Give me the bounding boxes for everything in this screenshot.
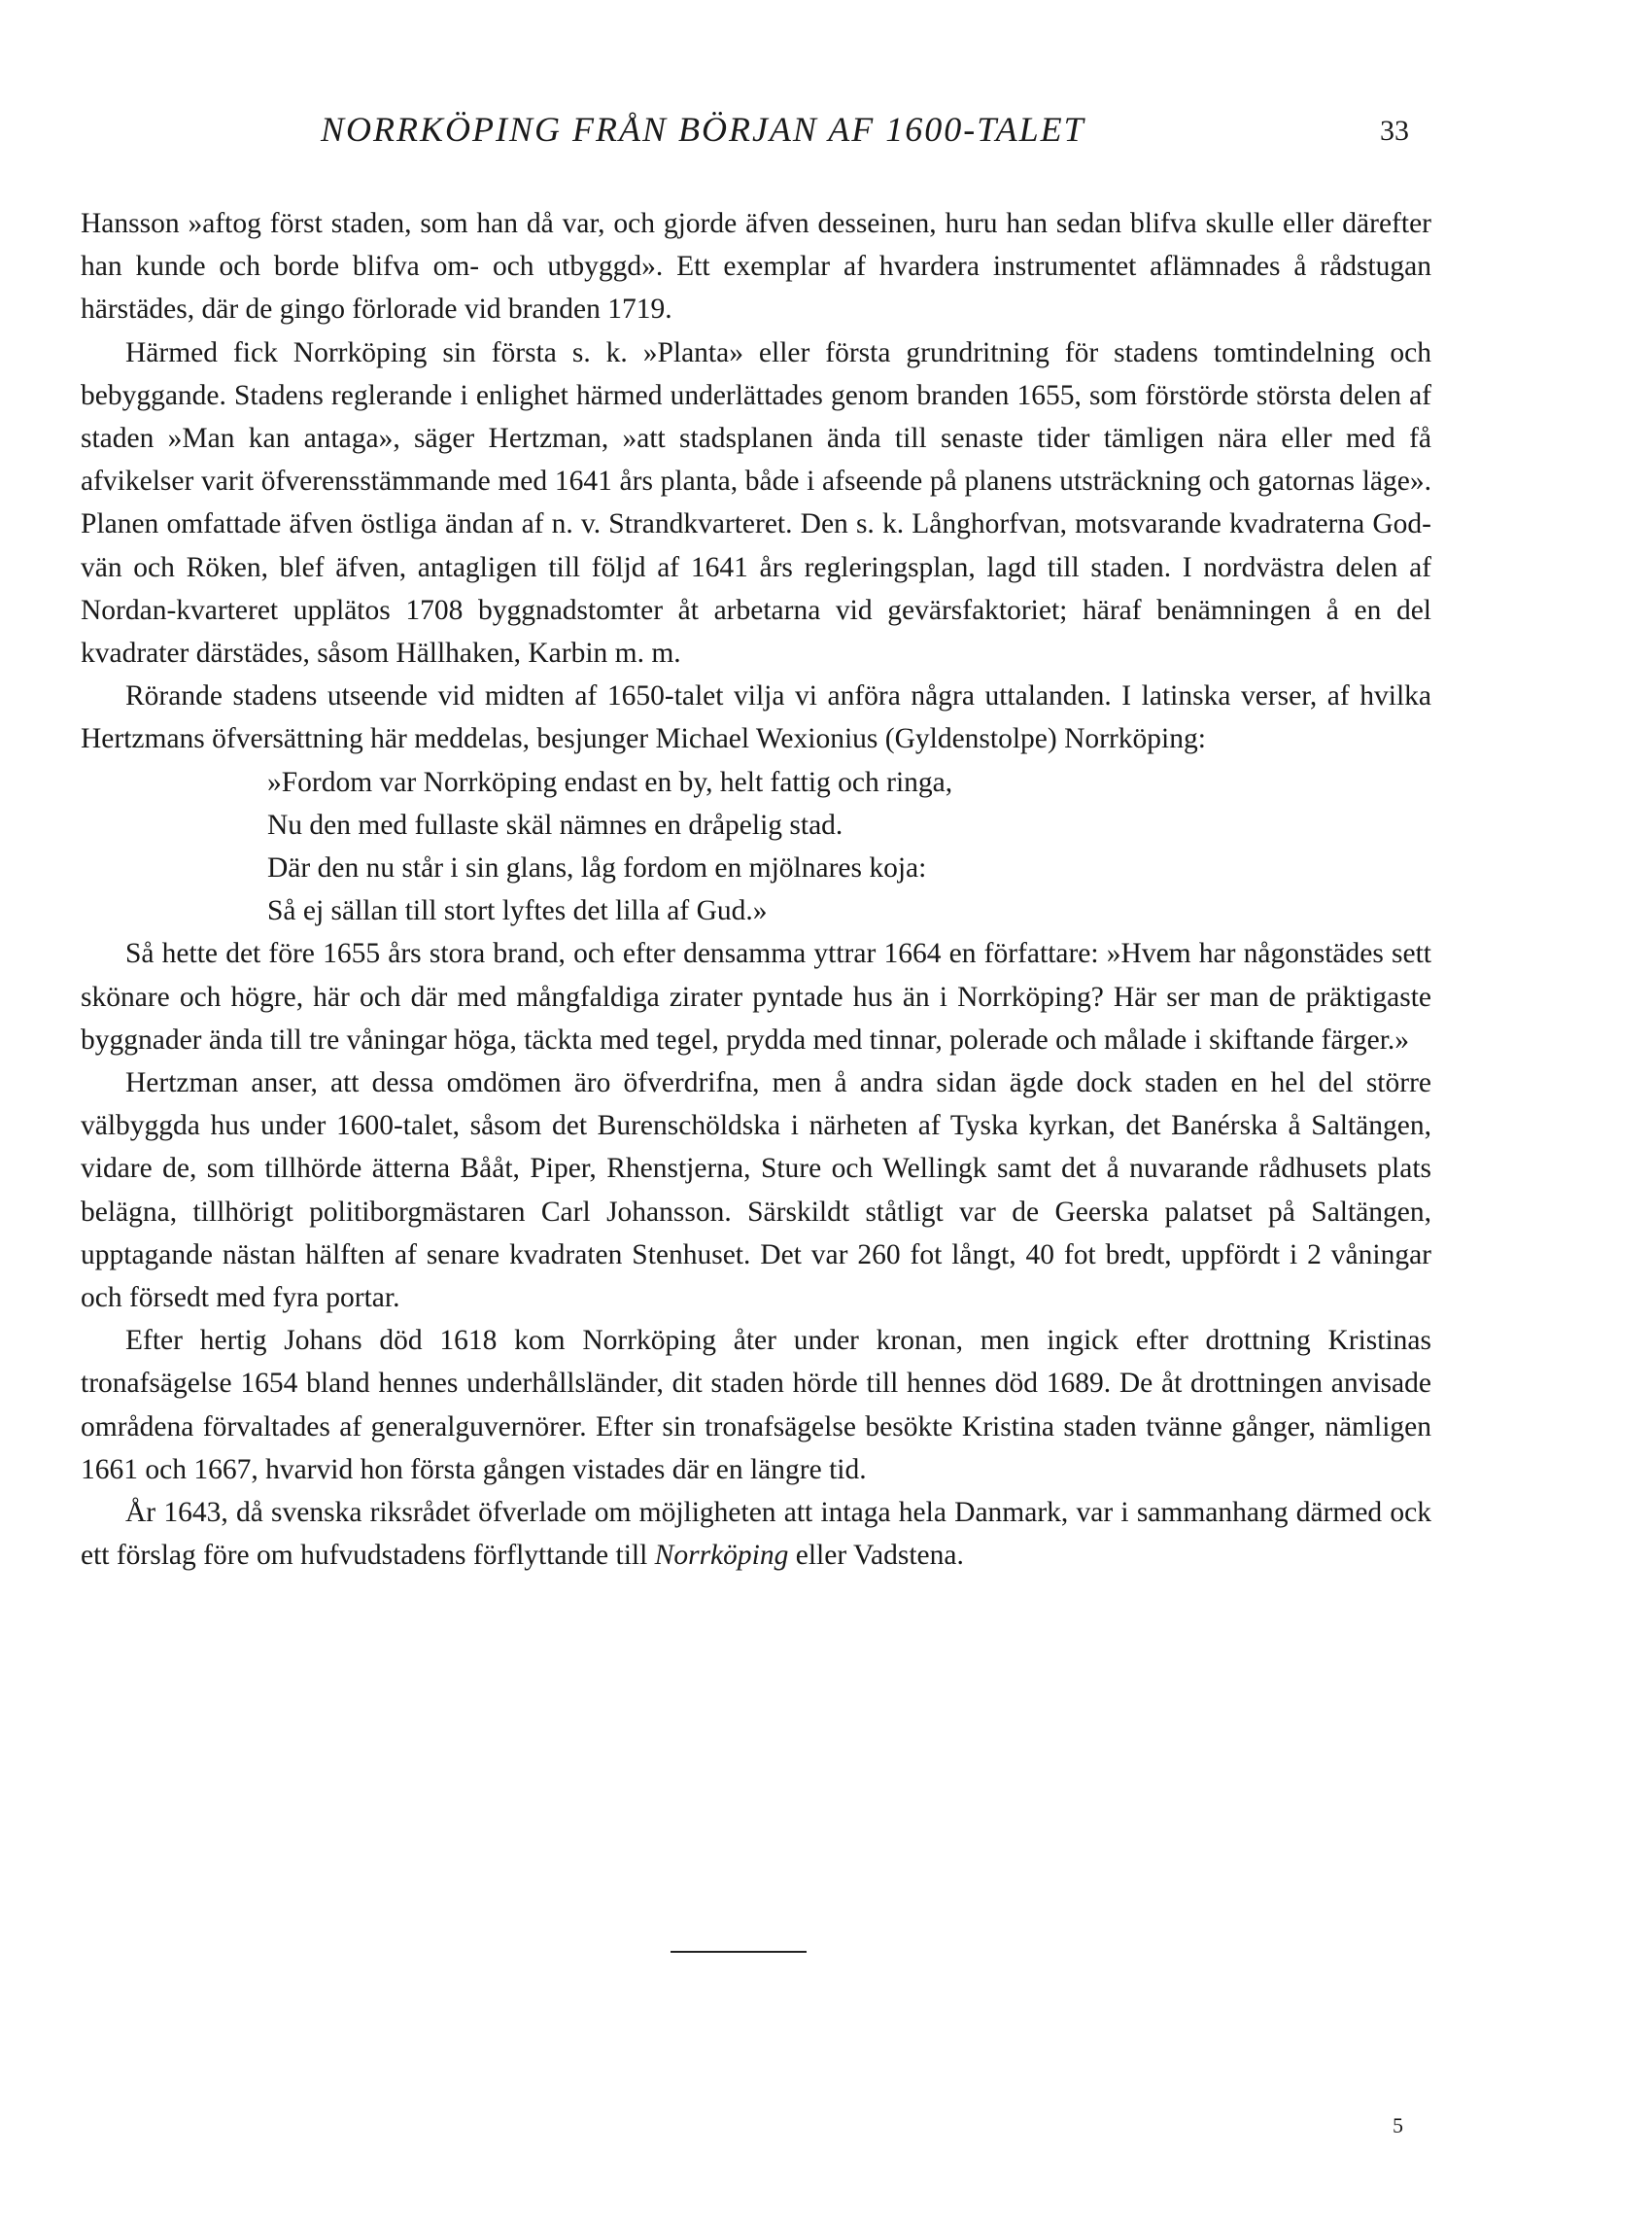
paragraph-4: Så hette det före 1655 års stora brand, och efter densamma yttrar 1664 en författare: »Hvem har någonstädes sett skönare och högre, här och där med mångfaldiga zirater pyntade hus än i Norrköping? Här ser man de präktigaste byggnader ända till tre våningar höga, täckta med tegel, prydda med tinnar, polerade och målade i skiftande färger.»	[81, 938, 1431, 1056]
paragraph-1: Hansson »aftog först staden, som han då var, och gjorde äfven desseinen, huru han sedan blifva skulle eller därefter han kunde och borde blifva om- och utbyggd». Ett exemplar af hvardera instrumentet aflämnades å rådstugan härstädes, där de gingo förlorade vid branden 1719.	[81, 208, 1431, 326]
paragraph-7	[81, 1491, 1431, 1577]
paragraph-7-italic-place: Norrköping	[654, 1540, 789, 1572]
paragraph-7-text-after: eller Vadstena.	[788, 1540, 964, 1572]
poem-line-3: Där den nu står i sin glans, låg fordom en mjölnares koja:	[267, 852, 927, 885]
running-head	[0, 109, 1652, 157]
running-title: NORRKÖPING FRÅN BÖRJAN AF 1600-TALET	[321, 110, 1085, 149]
poem-quote	[267, 761, 1431, 933]
poem-line-1: »Fordom var Norrköping endast en by, helt fattig och ringa,	[267, 766, 953, 798]
page-number: 33	[1380, 115, 1409, 147]
poem-line-4: Så ej sällan till stort lyftes det lilla af Gud.»	[267, 895, 768, 927]
signature-mark: 5	[1393, 2113, 1403, 2137]
end-rule	[671, 1951, 807, 1953]
paragraph-7-text-before: År 1643, då svenska riksrådet öfverlade om möjligheten att intaga hela Danmark, var i sammanhang därmed ock ett förslag före om hufvudstadens förflyttande till	[81, 1497, 1431, 1572]
paragraph-6: Efter hertig Johans död 1618 kom Norrköping åter under kronan, men ingick efter drottning Kristinas tronafsägelse 1654 bland hennes underhållsländer, dit staden hörde till hennes död 1689. De åt drottningen anvisade områdena förvaltades af generalguvernörer. Efter sin tronafsägelse besökte Kristina staden tvänne gånger, nämligen 1661 och 1667, hvarvid hon första gången vistades där en längre tid.	[81, 1325, 1431, 1485]
paragraph-5: Hertzman anser, att dessa omdömen äro öfverdrifna, men å andra sidan ägde dock staden en hel del större välbyggda hus under 1600-talet, såsom det Burenschöldska i närheten af Tyska kyrkan, det Banérska å Saltängen, vidare de, som tillhörde ätterna Bååt, Piper, Rhenstjerna, Sture och Wellingk samt det å nuvarande rådhusets plats belägna, tillhörigt politiborgmästaren Carl Johansson. Särskildt ståtligt var de Geerska palatset på Saltängen, upptagande nästan hälften af senare kvadraten Stenhuset. Det var 260 fot långt, 40 fot bredt, uppfördt i 2 våningar och försedt med fyra portar.	[81, 1067, 1431, 1314]
poem-line-2: Nu den med fullaste skäl nämnes en dråpelig stad.	[267, 809, 843, 841]
paragraph-3: Rörande stadens utseende vid midten af 1650-talet vilja vi anföra några uttalanden. I latinska verser, af hvilka Hertzmans öfversättning här meddelas, besjunger Michael Wexionius (Gyldenstolpe) Norrköping:	[81, 680, 1431, 755]
paragraph-2: Härmed fick Norrköping sin första s. k. »Planta» eller första grundritning för stadens tomtindelning och bebyggande. Stadens reglerande i enlighet härmed underlättades genom branden 1655, som förstörde största delen af staden »Man kan antaga», säger Hertzman, »att stadsplanen ända till senaste tider tämligen nära eller med få afvikelser varit öfverensstämmande med 1641 års planta, både i afseende på planens utsträckning och gatornas läge». Planen omfattade äfven östliga ändan af n. v. Strandkvarteret. Den s. k. Långhorfvan, motsvarande kvadraterna God-vän och Röken, blef äfven, antagligen till följd af 1641 års regleringsplan, lagd till staden. I nordvästra delen af Nordan-kvarteret upplätos 1708 byggnadstomter åt arbetarna vid gevärsfaktoriet; häraf benämningen å en del kvadrater därstädes, såsom Hällhaken, Karbin m. m.	[81, 336, 1431, 670]
body-text	[81, 202, 1431, 1578]
